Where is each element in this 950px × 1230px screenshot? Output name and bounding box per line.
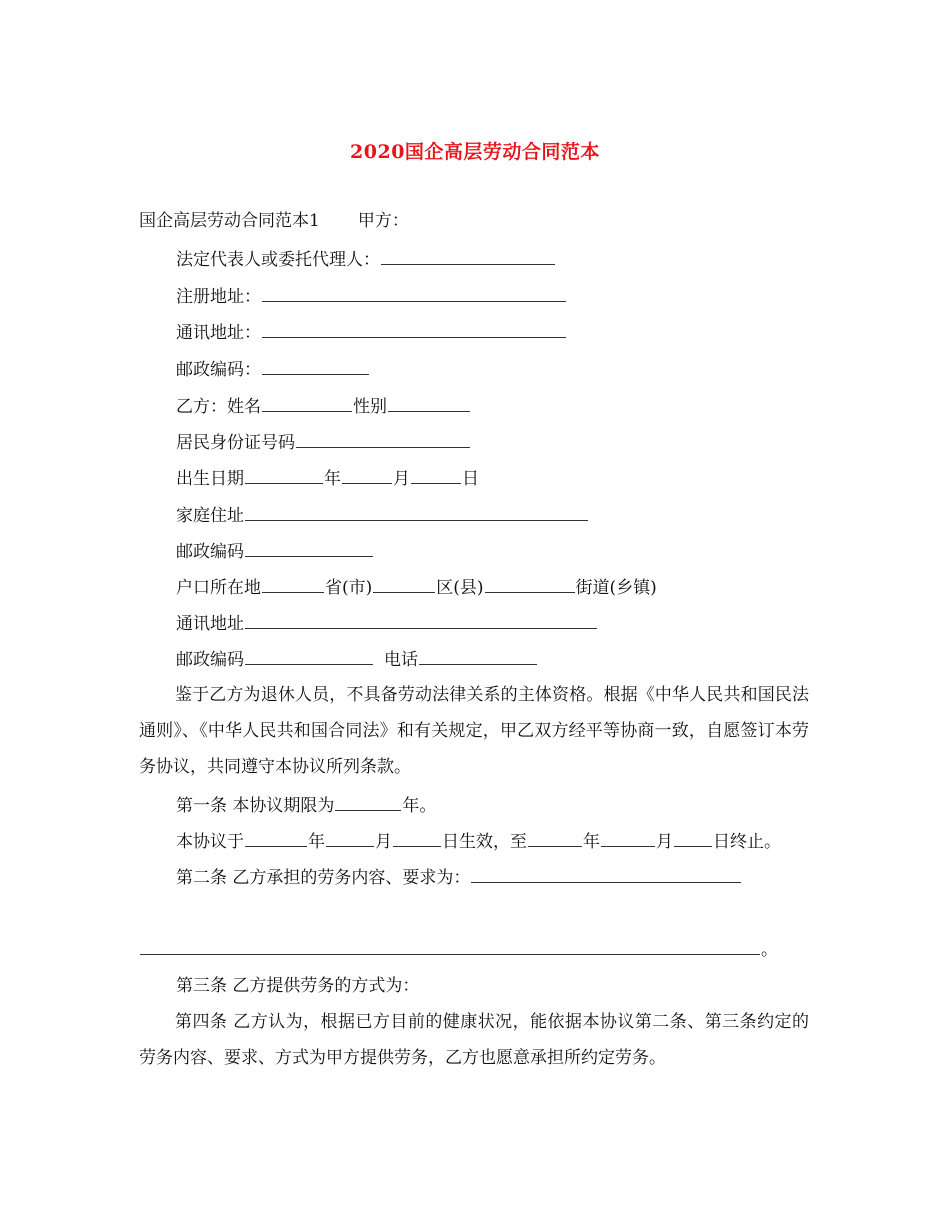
district-label: 区(县)	[436, 578, 484, 598]
phone-blank[interactable]	[419, 646, 537, 665]
registered-address-blank[interactable]	[262, 283, 566, 302]
province-label: 省(市)	[325, 578, 373, 598]
mailing-address-line	[176, 319, 567, 345]
document-title: 2020国企高层劳动合同范本	[350, 141, 600, 163]
article3-text: 第三条 乙方提供劳务的方式为：	[176, 976, 420, 996]
end-month-label: 月	[656, 832, 673, 852]
mailing-address-b-blank[interactable]	[245, 610, 597, 629]
effective-label: 日生效，至	[442, 832, 527, 852]
phone-label: 电话	[384, 650, 418, 670]
id-number-label: 居民身份证号码	[176, 433, 295, 453]
start-year-blank[interactable]	[245, 828, 307, 847]
birth-day-label: 日	[462, 469, 479, 489]
article2-continuation-line	[139, 936, 778, 962]
party-b-line	[176, 393, 471, 419]
district-blank[interactable]	[373, 574, 435, 593]
representative-blank[interactable]	[381, 246, 555, 265]
birth-month-label: 月	[393, 469, 410, 489]
street-label: 街道(乡镇)	[575, 578, 657, 598]
name-blank[interactable]	[262, 393, 352, 412]
household-label: 户口所在地	[176, 578, 261, 598]
home-address-line	[176, 502, 589, 528]
postcode-blank[interactable]	[262, 356, 369, 375]
home-address-blank[interactable]	[245, 502, 588, 521]
birth-date-label: 出生日期	[176, 469, 244, 489]
article2-continuation-blank[interactable]	[140, 936, 760, 955]
registered-address-label: 注册地址：	[176, 287, 261, 307]
gender-label: 性别	[353, 397, 387, 417]
postcode-c-label: 邮政编码	[176, 650, 244, 670]
representative-line	[176, 246, 556, 272]
article3-line	[176, 974, 419, 998]
article1-line	[176, 792, 436, 818]
gender-blank[interactable]	[388, 393, 470, 412]
birth-month-blank[interactable]	[342, 465, 392, 484]
postcode-b-blank[interactable]	[245, 538, 373, 557]
article4-paragraph: 第四条 乙方认为，根据已方目前的健康状况，能依据本协议第二条、第三条约定的劳务内容、要求、方式为甲方提供劳务，乙方也愿意承担所约定劳务。	[139, 1012, 809, 1068]
registered-address-line	[176, 283, 567, 309]
start-day-blank[interactable]	[393, 828, 441, 847]
term-line	[176, 828, 781, 854]
birth-day-blank[interactable]	[411, 465, 461, 484]
mailing-address-b-label: 通讯地址	[176, 614, 244, 634]
end-month-blank[interactable]	[601, 828, 655, 847]
postcode-c-blank[interactable]	[245, 646, 373, 665]
end-label: 日终止。	[713, 832, 781, 852]
province-blank[interactable]	[262, 574, 324, 593]
article2-blank[interactable]	[471, 864, 741, 883]
heading-line	[139, 209, 409, 233]
mailing-address-b-line	[176, 610, 598, 636]
end-year-label: 年	[583, 832, 600, 852]
id-number-line	[176, 429, 471, 455]
postcode-line	[176, 356, 370, 382]
article2-text: 第二条 乙方承担的劳务内容、要求为：	[176, 868, 471, 888]
household-line	[176, 574, 657, 600]
party-b-name-label: 乙方：姓名	[176, 397, 261, 417]
postcode-b-label: 邮政编码	[176, 542, 244, 562]
article1-text: 第一条 本协议期限为	[176, 796, 335, 816]
street-blank[interactable]	[485, 574, 575, 593]
mailing-address-blank[interactable]	[262, 319, 566, 338]
start-month-label: 月	[375, 832, 392, 852]
postcode-phone-line	[176, 646, 538, 672]
article2-line	[176, 864, 742, 890]
start-year-label: 年	[308, 832, 325, 852]
postcode-b-line	[176, 538, 374, 564]
home-address-label: 家庭住址	[176, 506, 244, 526]
contract-name: 国企高层劳动合同范本1	[139, 211, 320, 231]
postcode-label: 邮政编码：	[176, 360, 261, 380]
birth-year-label: 年	[324, 469, 341, 489]
article2-end: 。	[761, 940, 778, 960]
end-day-blank[interactable]	[674, 828, 712, 847]
party-a-label: 甲方：	[357, 211, 409, 231]
term-prefix: 本协议于	[176, 832, 244, 852]
mailing-address-label: 通讯地址：	[176, 323, 261, 343]
term-years-blank[interactable]	[335, 792, 401, 811]
birth-year-blank[interactable]	[245, 465, 323, 484]
start-month-blank[interactable]	[326, 828, 374, 847]
birth-date-line	[176, 465, 479, 491]
end-year-blank[interactable]	[528, 828, 582, 847]
article1-year: 年。	[402, 796, 437, 816]
id-number-blank[interactable]	[296, 429, 470, 448]
preamble-paragraph: 鉴于乙方为退休人员，不具备劳动法律关系的主体资格。根据《中华人民共和国民法通则》、《中华人民共和国合同法》和有关规定，甲乙双方经平等协商一致，自愿签订本劳务协议，共同遵守本协议所列条款。	[139, 685, 809, 777]
representative-label: 法定代表人或委托代理人：	[176, 250, 380, 270]
